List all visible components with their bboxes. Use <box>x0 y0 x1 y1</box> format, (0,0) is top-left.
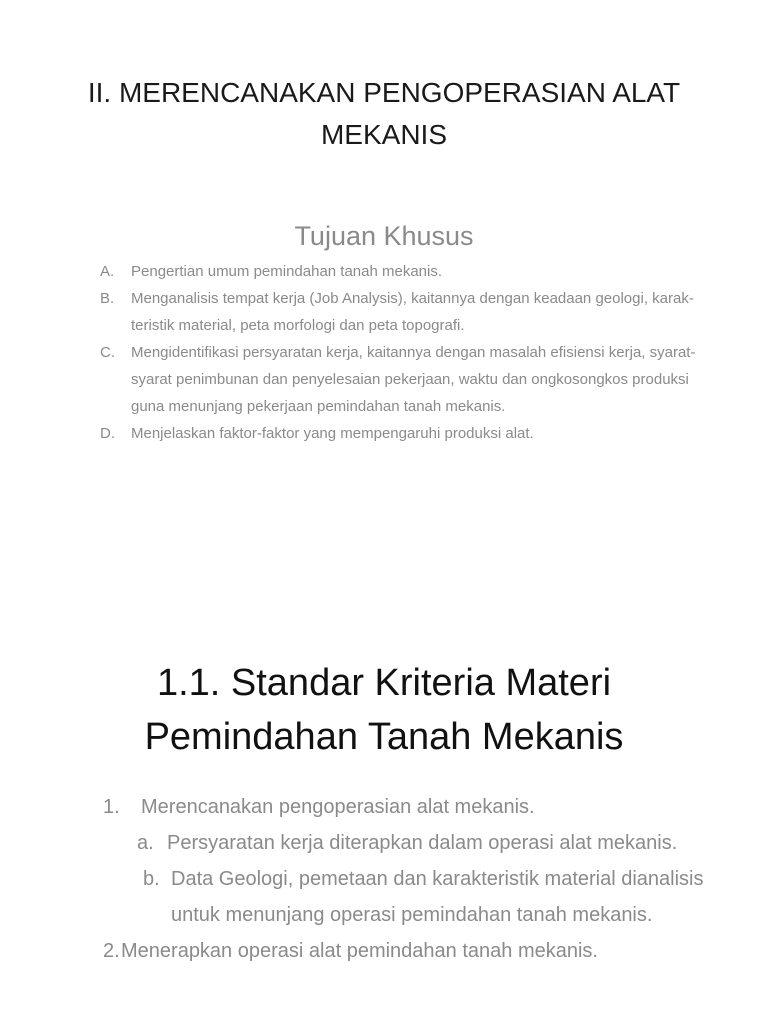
item-marker: B. <box>100 290 115 307</box>
item-text: Merencanakan pengoperasian alat mekanis. <box>141 796 535 818</box>
item-marker: C. <box>100 344 115 361</box>
objective-item-a <box>100 258 700 285</box>
slide-2-title <box>40 656 728 764</box>
objective-item-c <box>100 339 700 420</box>
item-marker: D. <box>100 425 115 442</box>
item-marker: b. <box>143 868 160 890</box>
criteria-item-2 <box>103 933 723 969</box>
item-text: Menerapkan operasi alat pemindahan tanah mekanis. <box>121 940 598 962</box>
slide-1-title <box>40 72 728 156</box>
criteria-item-1 <box>103 789 723 825</box>
slide-2-title-line-2: Pemindahan Tanah Mekanis <box>144 716 624 758</box>
slide-2 <box>0 576 768 1024</box>
criteria-list <box>103 789 723 969</box>
criteria-subitem-a <box>103 825 723 861</box>
slide-1-title-line-2: MEKANIS <box>320 119 448 150</box>
item-marker: A. <box>100 263 115 280</box>
objective-item-d <box>100 420 700 447</box>
objective-item-b <box>100 285 700 339</box>
criteria-subitem-b <box>103 861 723 933</box>
item-text: Persyaratan kerja diterapkan dalam operasi alat mekanis. <box>167 832 678 854</box>
item-text: Menjelaskan faktor-faktor yang mempengaruhi produksi alat. <box>131 425 534 442</box>
slide-1-title-line-1: II. MERENCANAKAN PENGOPERASIAN ALAT <box>87 77 681 108</box>
item-text: Menganalisis tempat kerja (Job Analysis), kaitannya dengan keadaan geologi, karak-teristik material, peta morfologi dan peta topografi. <box>131 290 694 334</box>
slide-1-subtitle: Tujuan Khusus <box>294 221 474 251</box>
item-text: Pengertian umum pemindahan tanah mekanis. <box>131 263 443 280</box>
item-marker: a. <box>137 832 154 854</box>
item-marker: 1. <box>103 796 120 818</box>
item-text: Data Geologi, pemetaan dan karakteristik material dianalisis untuk menunjang operasi pemindahan tanah mekanis. <box>171 868 704 926</box>
slide-2-title-line-1: 1.1. Standar Kriteria Materi <box>156 662 612 704</box>
item-text: Mengidentifikasi persyaratan kerja, kaitannya dengan masalah efisiensi kerja, syarat-syarat penimbunan dan penyelesaian pekerjaan, waktu dan ongkosongkos produksi guna menunjang pekerjaan pemindahan tanah mekanis. <box>131 344 696 415</box>
objectives-list <box>100 258 700 447</box>
item-marker: 2. <box>103 940 120 962</box>
